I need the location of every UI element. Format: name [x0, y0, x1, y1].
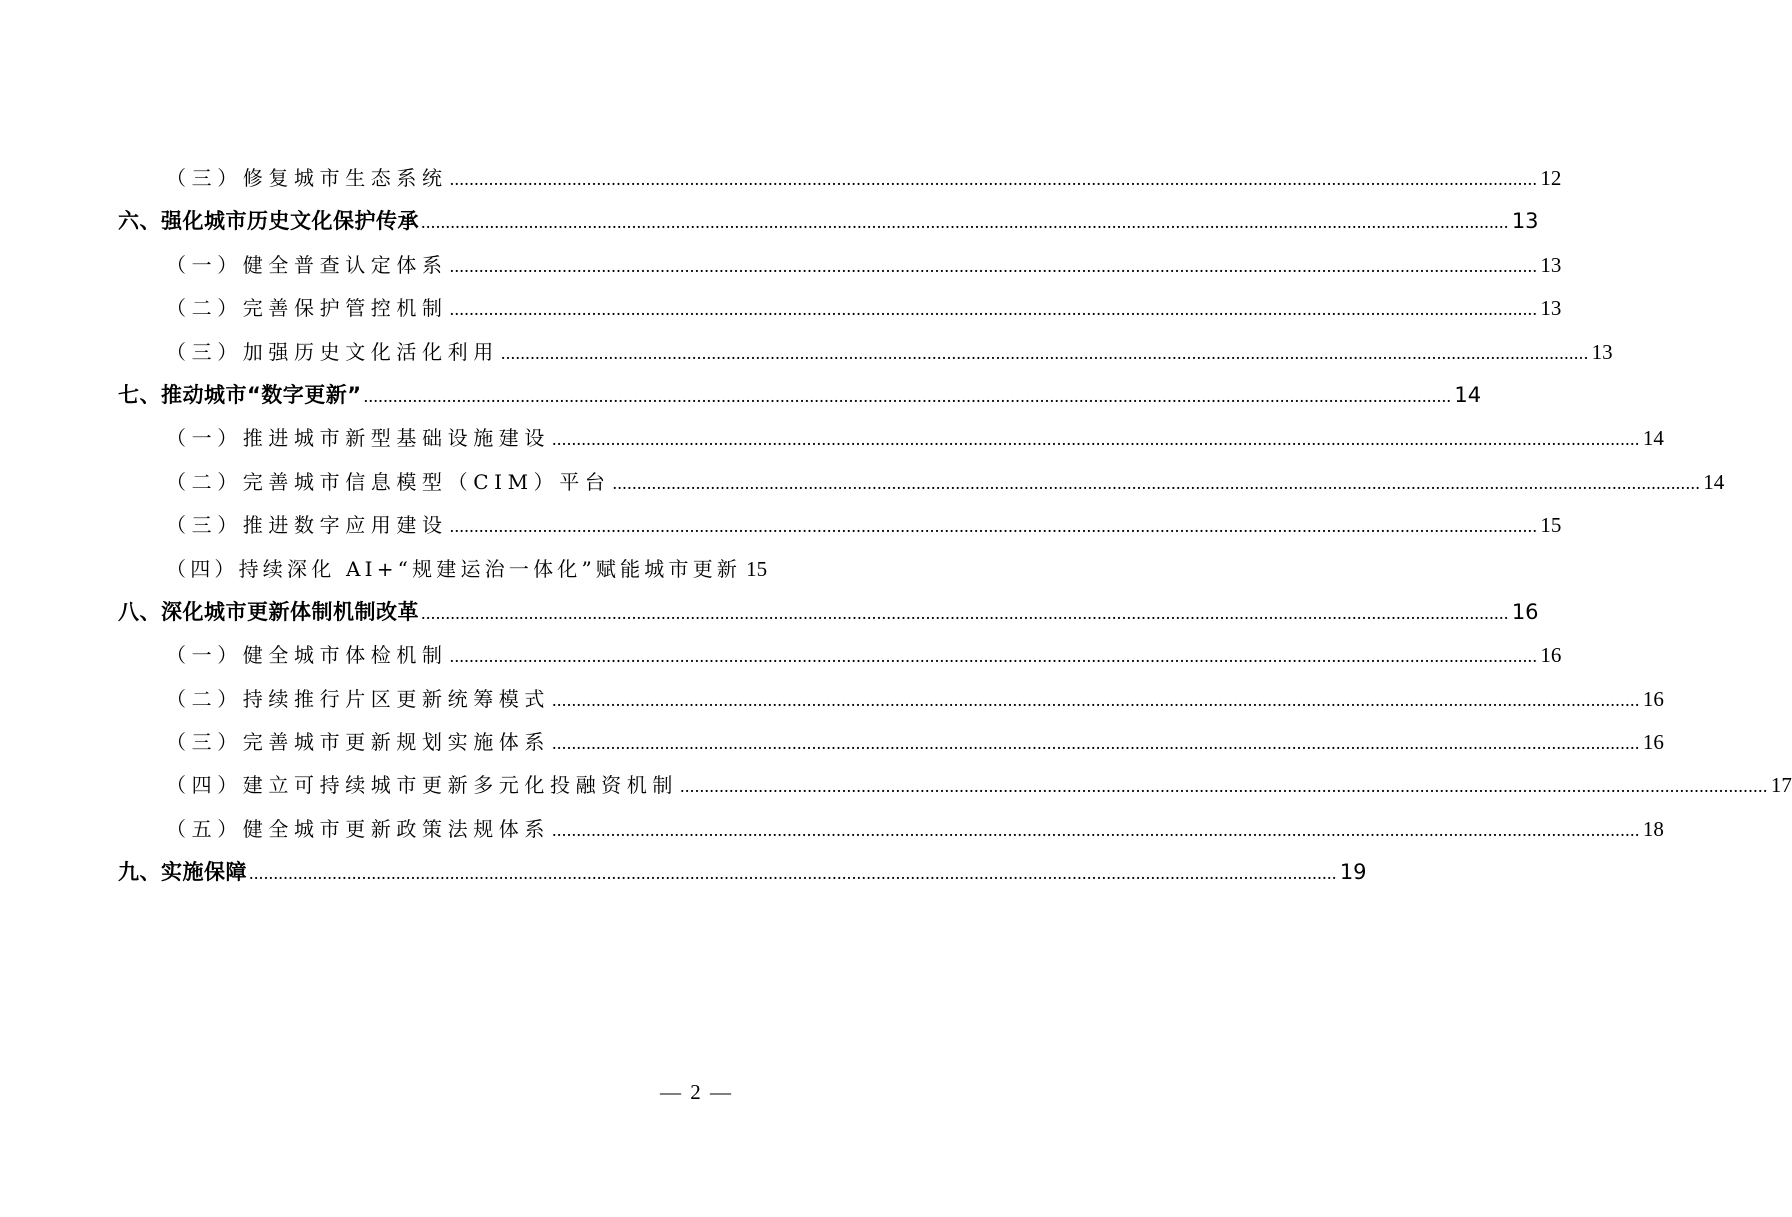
- toc-dot-leader: [552, 722, 1640, 765]
- toc-entry[interactable]: [166, 548, 768, 591]
- toc-entry-page: 14: [1703, 469, 1725, 494]
- toc-entry-page: 16: [1642, 730, 1664, 755]
- toc-entry-title: （一）推进城市新型基础设施建设: [166, 426, 550, 451]
- toc-entry[interactable]: [166, 634, 1562, 677]
- toc-dot-leader: [450, 288, 1538, 331]
- toc-entry-title: （二）完善保护管控机制: [166, 296, 448, 321]
- toc-entry[interactable]: [166, 764, 1792, 807]
- toc-entry[interactable]: [166, 157, 1562, 200]
- toc-entry-title: （三）加强历史文化活化利用: [166, 339, 499, 364]
- toc-entry[interactable]: [166, 504, 1562, 547]
- toc-dot-leader: [501, 332, 1589, 375]
- toc-section-heading[interactable]: [118, 591, 1539, 634]
- toc-entry-page: 14: [1454, 382, 1482, 407]
- toc-entry[interactable]: [166, 331, 1613, 374]
- toc-entry-title: （一）健全普查认定体系: [166, 252, 448, 277]
- toc-entry-page: 19: [1339, 860, 1367, 885]
- toc-dot-leader: [612, 462, 1700, 505]
- toc-entry-page: 13: [1591, 339, 1613, 364]
- toc-dot-leader: [364, 375, 1452, 418]
- toc-dot-leader: [421, 201, 1509, 244]
- toc-entry-title: （一）健全城市体检机制: [166, 643, 448, 668]
- toc-entry-title: （四）建立可持续城市更新多元化投融资机制: [166, 773, 678, 798]
- toc-entry[interactable]: [166, 721, 1664, 764]
- toc-dot-leader: [552, 418, 1640, 461]
- toc-dot-leader: [680, 765, 1768, 808]
- toc-entry-title: （三）推进数字应用建设: [166, 513, 448, 538]
- toc-entry-title: 九、实施保障: [118, 860, 247, 885]
- toc-dot-leader: [552, 809, 1640, 852]
- toc-section-heading[interactable]: [118, 200, 1539, 243]
- toc-entry-title: （二）完善城市信息模型（CIM）平台: [166, 469, 611, 494]
- toc-entry[interactable]: [166, 287, 1562, 330]
- toc-entry-title: （四）持续深化 AI+“规建运治一体化”赋能城市更新: [166, 556, 742, 581]
- table-of-contents: [0, 157, 1792, 895]
- toc-section-heading[interactable]: [118, 374, 1482, 417]
- page-number: — 2 —: [660, 1080, 733, 1104]
- toc-entry[interactable]: [166, 461, 1725, 504]
- toc-entry-page: 15: [1540, 513, 1562, 538]
- toc-dot-leader: [421, 592, 1509, 635]
- toc-entry-title: （五）健全城市更新政策法规体系: [166, 816, 550, 841]
- toc-dot-leader: [249, 852, 1337, 895]
- toc-entry-title: （二）持续推行片区更新统筹模式: [166, 686, 550, 711]
- toc-entry-page: 16: [1642, 686, 1664, 711]
- toc-entry-title: 六、强化城市历史文化保护传承: [118, 209, 419, 234]
- toc-entry[interactable]: [166, 244, 1562, 287]
- toc-entry[interactable]: [166, 417, 1664, 460]
- toc-entry-page: 17: [1770, 773, 1792, 798]
- toc-dot-leader: [552, 679, 1640, 722]
- toc-entry-page: 15: [746, 556, 768, 581]
- toc-dot-leader: [450, 158, 1538, 201]
- toc-entry-page: 13: [1511, 209, 1539, 234]
- toc-entry-page: 13: [1540, 252, 1562, 277]
- toc-entry-title: （三）修复城市生态系统: [166, 166, 448, 190]
- toc-entry[interactable]: [166, 808, 1664, 851]
- toc-dot-leader: [450, 505, 1538, 548]
- toc-entry[interactable]: [166, 678, 1664, 721]
- toc-entry-title: 七、推动城市“数字更新”: [118, 382, 362, 407]
- toc-dot-leader: [450, 635, 1538, 678]
- toc-entry-page: 16: [1511, 599, 1539, 624]
- toc-entry-page: 14: [1642, 426, 1664, 451]
- toc-entry-page: 12: [1540, 166, 1562, 190]
- toc-entry-title: 八、深化城市更新体制机制改革: [118, 599, 419, 624]
- toc-entry-page: 13: [1540, 296, 1562, 321]
- toc-dot-leader: [450, 245, 1538, 288]
- toc-entry-page: 16: [1540, 643, 1562, 668]
- toc-section-heading[interactable]: [118, 851, 1367, 894]
- toc-entry-title: （三）完善城市更新规划实施体系: [166, 730, 550, 755]
- toc-entry-page: 18: [1642, 816, 1664, 841]
